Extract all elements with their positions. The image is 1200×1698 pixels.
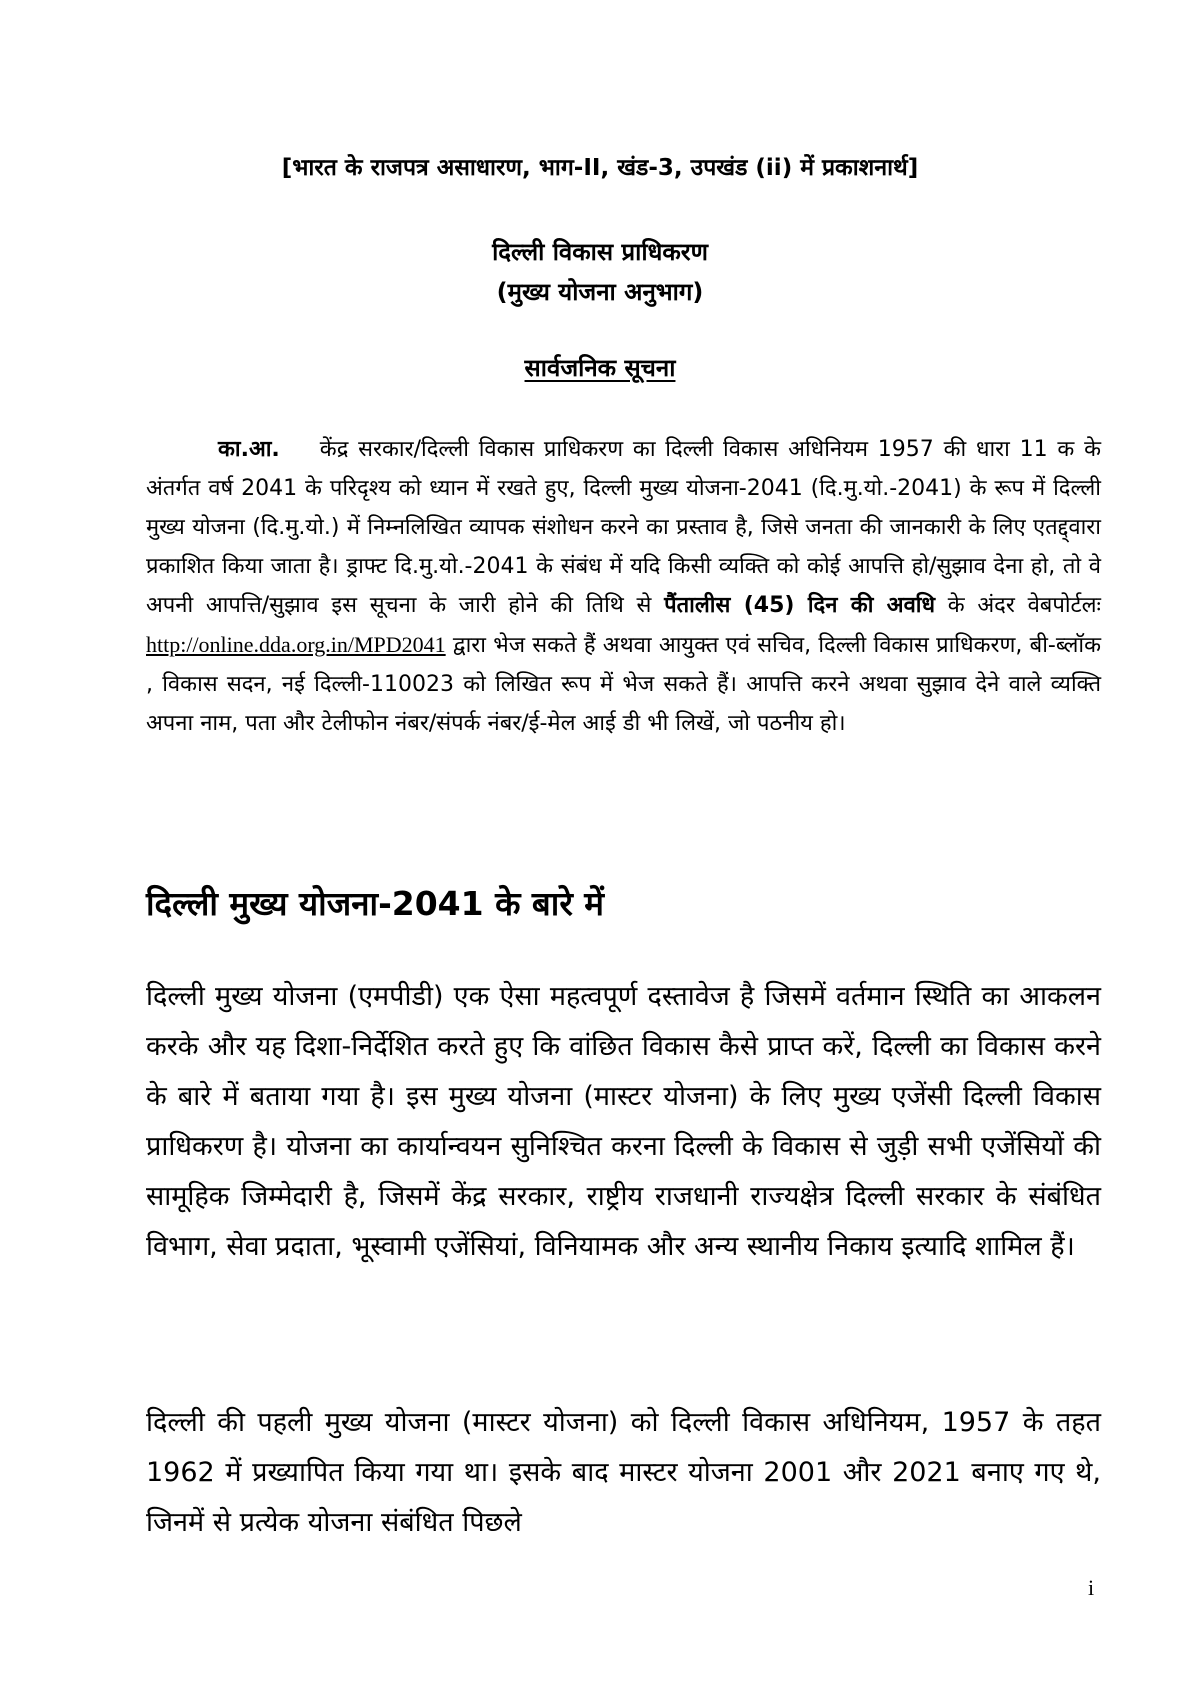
organization-block bbox=[0, 232, 1200, 312]
mpd-portal-link[interactable]: http://online.dda.org.in/MPD2041 bbox=[146, 632, 446, 657]
organization-name: दिल्ली विकास प्राधिकरण bbox=[492, 238, 708, 266]
notice-bold-period: पैंतालीस (45) दिन की अवधि bbox=[664, 593, 936, 618]
notice-body bbox=[146, 430, 1101, 743]
about-paragraph-1: दिल्ली मुख्य योजना (एमपीडी) एक ऐसा महत्वपूर्ण दस्तावेज है जिसमें वर्तमान स्थिति का आकलन करके और यह दिशा-निर्देशित करते हुए कि वांछित विकास कैसे प्राप्त करें, दिल्ली का विकास करने के बारे में बताया गया है। इस मुख्य योजना (मास्टर योजना) के लिए मुख्य एजेंसी दिल्ली विकास प्राधिकरण है। योजना का कार्यान्वयन सुनिश्चित करना दिल्ली के विकास से जुड़ी सभी एजेंसियों की सामूहिक जिम्मेदारी है, जिसमें केंद्र सरकार, राष्ट्रीय राजधानी राज्यक्षेत्र दिल्ली सरकार के संबंधित विभाग, सेवा प्रदाता, भूस्वामी एजेंसियां, विनियामक और अन्य स्थानीय निकाय इत्यादि शामिल हैं। bbox=[146, 981, 1101, 1262]
notice-text-part3: द्वारा भेज सकते हैं अथवा आयुक्त एवं सचिव, दिल्ली विकास प्राधिकरण, बी-ब्लॉक , विकास सदन, नई दिल्ली-110023 को लिखित रूप में भेज सकते हैं। आपत्ति करने अथवा सुझाव देने वाले व्यक्ति अपना नाम, पता और टेलीफोन नंबर/संपर्क नंबर/ई-मेल आई डी भी लिखें, जो पठनीय हो। bbox=[146, 633, 1101, 736]
page-number: i bbox=[1088, 1575, 1095, 1600]
section-heading: दिल्ली मुख्य योजना-2041 के बारे में bbox=[146, 884, 605, 923]
section-name: (मुख्य योजना अनुभाग) bbox=[496, 278, 704, 306]
notice-ref-label: का.आ. bbox=[218, 437, 280, 462]
notice-text-part1: केंद्र सरकार/दिल्ली विकास प्राधिकरण का दिल्ली विकास अधिनियम 1957 की धारा 11 क के अंतर्गत वर्ष 2041 के परिदृश्य को ध्यान में रखते हुए, दिल्ली मुख्य योजना-2041 (दि.मु.यो.-2041) के रूप में दिल्ली मुख्य योजना (दि.मु.यो.) में निम्नलिखित व्यापक संशोधन करने का प्रस्ताव है, जिसे जनता की जानकारी के लिए एतद्द्वारा प्रकाशित किया जाता है। ड्राफ्ट दि.मु.यो.-2041 के संबंध में यदि किसी व्यक्ति को कोई आपत्ति हो/सुझाव देना हो, तो वे अपनी आपत्ति/सुझाव इस सूचना के जारी होने की तिथि से bbox=[146, 437, 1101, 618]
gazette-publication-line: [भारत के राजपत्र असाधारण, भाग-II, खंड-3, उपखंड (ii) में प्रकाशनार्थ] bbox=[281, 155, 919, 181]
notice-title bbox=[0, 352, 1200, 384]
notice-title-text: सार्वजनिक सूचना bbox=[524, 354, 676, 382]
notice-text-part2: के अंदर वेबपोर्टलः bbox=[947, 593, 1102, 618]
about-paragraph-2: दिल्ली की पहली मुख्य योजना (मास्टर योजना) को दिल्ली विकास अधिनियम, 1957 के तहत 1962 में प्रख्यापित किया गया था। इसके बाद मास्टर योजना 2001 और 2021 बनाए गए थे, जिनमें से प्रत्येक योजना संबंधित पिछले bbox=[146, 1407, 1101, 1538]
